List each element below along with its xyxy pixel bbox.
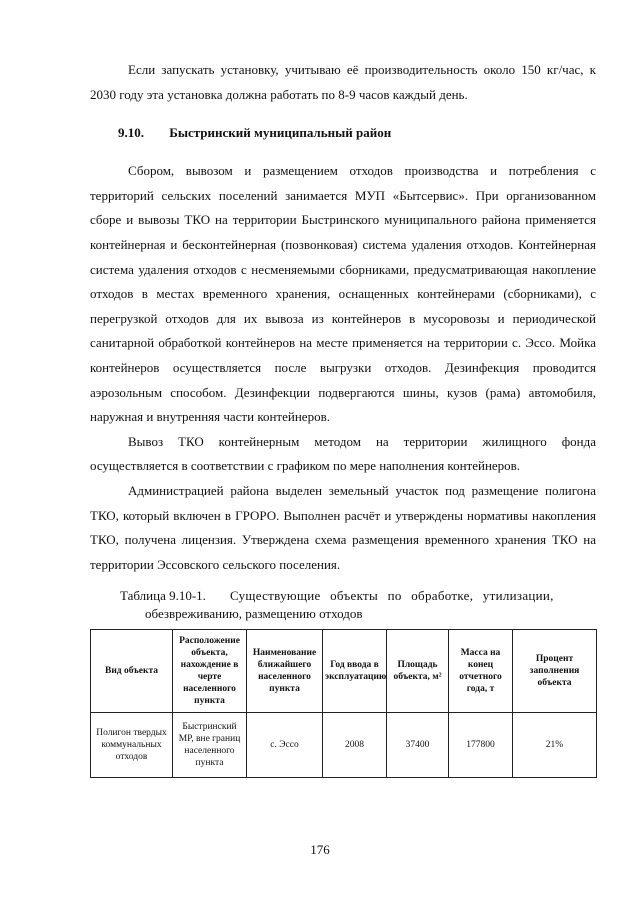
intro-paragraph: Если запускать установку, учитываю её производительность около 150 кг/час, к 2030 году эта установка должна работать по 8-9 часов каждый день. [90,62,596,102]
header-location: Расположение объекта, нахождение в черте населенного пункта [173,630,247,713]
cell-object-type: Полигон твердых коммунальных отходов [91,713,173,778]
section-number: 9.10. [118,125,144,141]
table-caption-text-1: Существующие объекты по обработке, утилизации, [229,588,554,604]
cell-mass: 177800 [449,713,513,778]
table-caption [90,587,596,623]
header-area: Площадь объекта, м² [387,630,449,713]
cell-area: 37400 [387,713,449,778]
section-title: Быстринский муниципальный район [169,125,392,141]
table-row [91,713,597,778]
cell-year: 2008 [323,713,387,778]
header-year: Год ввода в эксплуатацию [323,630,387,713]
body-paragraph-3: Администрацией района выделен земельный участок под размещение полигона ТКО, который включен в ГРОРО. Выполнен расчёт и утверждены нормативы накопления ТКО, получена лицензия. Утверждена схема размещения временного хранения ТКО на территории Эссовского сельского поселения. [90,482,596,572]
body-paragraph-1: Сбором, вывозом и размещением отходов производства и потребления с территорий сельских поселений занимается МУП «Бытсервис». При организованном сборе и вывозы ТКО на территории Быстринского муниципального района применяется контейнерная и бесконтейнерная (позвонковая) система удаления отходов. Контейнерная система удаления отходов с несменяемыми сборниками, предусматривающая накопление отходов в местах временного хранения, оснащенных контейнерами (сборниками), с перегрузкой отходов для их вывоза из контейнеров в мусоровозы и периодической санитарной обработкой контейнеров на месте применяется на территории с. Эссо. Мойка контейнеров осуществляется после выгрузки отходов. Дезинфекция проводится аэрозольным способом. Дезинфекции подвергаются шины, кузов (рама) автомобиля, наружная и внутренняя части контейнеров. [90,163,596,425]
table-caption-label: Таблица 9.10-1. [120,588,206,604]
page-number: 176 [310,842,330,857]
header-mass: Масса на конец отчетного года, т [449,630,513,713]
document-page [90,58,596,778]
header-object-type: Вид объекта [91,630,173,713]
header-nearest-settlement: Наименование ближайшего населенного пункта [247,630,323,713]
table-caption-text-2: обезвреживанию, размещению отходов [145,606,363,622]
body-paragraph-2: Вывоз ТКО контейнерным методом на территории жилищного фонда осуществляется в соответствии с графиком по мере наполнения контейнеров. [90,433,596,474]
cell-nearest-settlement: с. Эссо [247,713,323,778]
table-header-row [91,630,597,713]
cell-fill-percent: 21% [513,713,597,778]
waste-facilities-table [90,629,597,778]
header-fill-percent: Процент заполнения объекта [513,630,597,713]
section-heading [90,121,596,145]
cell-location: Быстринский МР, вне границ населенного пункта [173,713,247,778]
